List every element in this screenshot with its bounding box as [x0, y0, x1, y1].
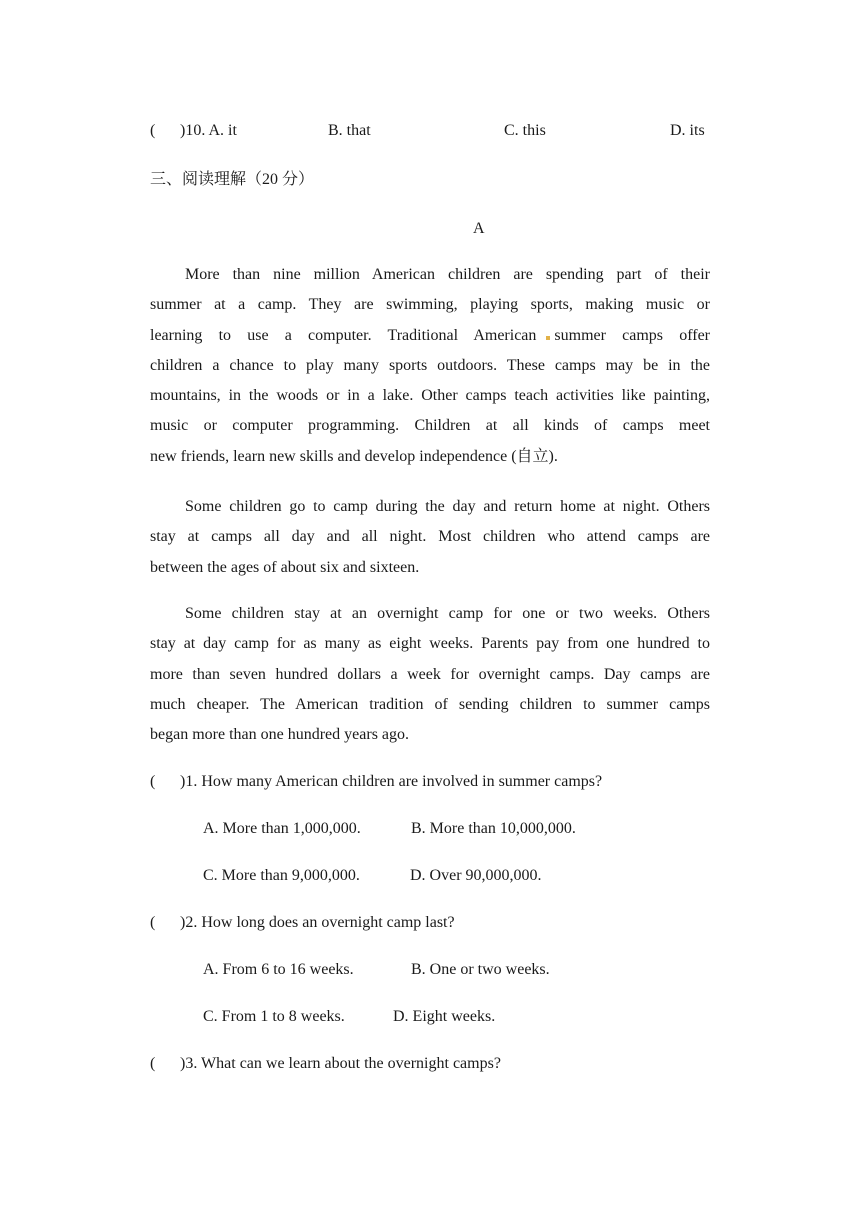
paragraph-line	[150, 321, 710, 351]
paragraph-fragment: learning to use a computer. Traditional American	[150, 326, 537, 344]
paragraph-line: children a chance to play many sports outdoors. These camps may be in the	[150, 356, 710, 374]
question-stem: )2. How long does an overnight camp last?	[180, 914, 455, 931]
option-a: A. More than 1,000,000.	[203, 820, 361, 837]
paragraph-line: new friends, learn new skills and develop independence (自立).	[150, 447, 558, 465]
answer-paren: (	[150, 773, 156, 790]
passage-paragraph-3	[150, 599, 710, 750]
question-10-option-d: D. its	[670, 122, 705, 139]
paragraph-line: More than nine million American children are spending part of their	[185, 266, 710, 283]
option-b: B. One or two weeks.	[411, 961, 550, 978]
paragraph-line: Some children go to camp during the day and return home at night. Others	[185, 498, 710, 515]
question-10-option-a: )10. A. it	[180, 122, 237, 139]
paragraph-line: much cheaper. The American tradition of sending children to summer camps	[150, 695, 710, 713]
answer-paren: (	[150, 1055, 156, 1072]
paragraph-line: mountains, in the woods or in a lake. Other camps teach activities like painting,	[150, 387, 710, 405]
section-heading: 三、阅读理解（20 分）	[150, 171, 315, 188]
paragraph-line: began more than one hundred years ago.	[150, 726, 410, 744]
highlight-mark-icon	[546, 336, 550, 340]
paragraph-line: stay at day camp for as many as eight weeks. Parents pay from one hundred to	[150, 635, 710, 653]
answer-paren: (	[150, 122, 156, 139]
question-10-option-c: C. this	[504, 122, 546, 139]
question-stem: )1. How many American children are involved in summer camps?	[180, 773, 603, 790]
paragraph-line: music or computer programming. Children at all kinds of camps meet	[150, 417, 710, 435]
passage-paragraph-2	[150, 492, 710, 583]
question-stem: )3. What can we learn about the overnight camps?	[180, 1055, 501, 1072]
option-c: C. From 1 to 8 weeks.	[203, 1008, 345, 1025]
passage-label: A	[473, 220, 485, 237]
paragraph-line: more than seven hundred dollars a week for overnight camps. Day camps are	[150, 665, 710, 683]
paragraph-line: between the ages of about six and sixteen.	[150, 558, 420, 576]
paragraph-fragment: summer camps offer	[554, 326, 711, 344]
option-a: A. From 6 to 16 weeks.	[203, 961, 354, 978]
option-d: D. Eight weeks.	[393, 1008, 496, 1025]
answer-paren: (	[150, 914, 156, 931]
paragraph-line: summer at a camp. They are swimming, playing sports, making music or	[150, 296, 710, 314]
paragraph-line: Some children stay at an overnight camp for one or two weeks. Others	[185, 605, 710, 622]
passage-paragraph-1	[150, 260, 710, 472]
option-d: D. Over 90,000,000.	[410, 867, 542, 884]
option-c: C. More than 9,000,000.	[203, 867, 360, 884]
option-b: B. More than 10,000,000.	[411, 820, 576, 837]
paragraph-line: stay at camps all day and all night. Most children who attend camps are	[150, 528, 710, 546]
question-10-option-b: B. that	[328, 122, 371, 139]
